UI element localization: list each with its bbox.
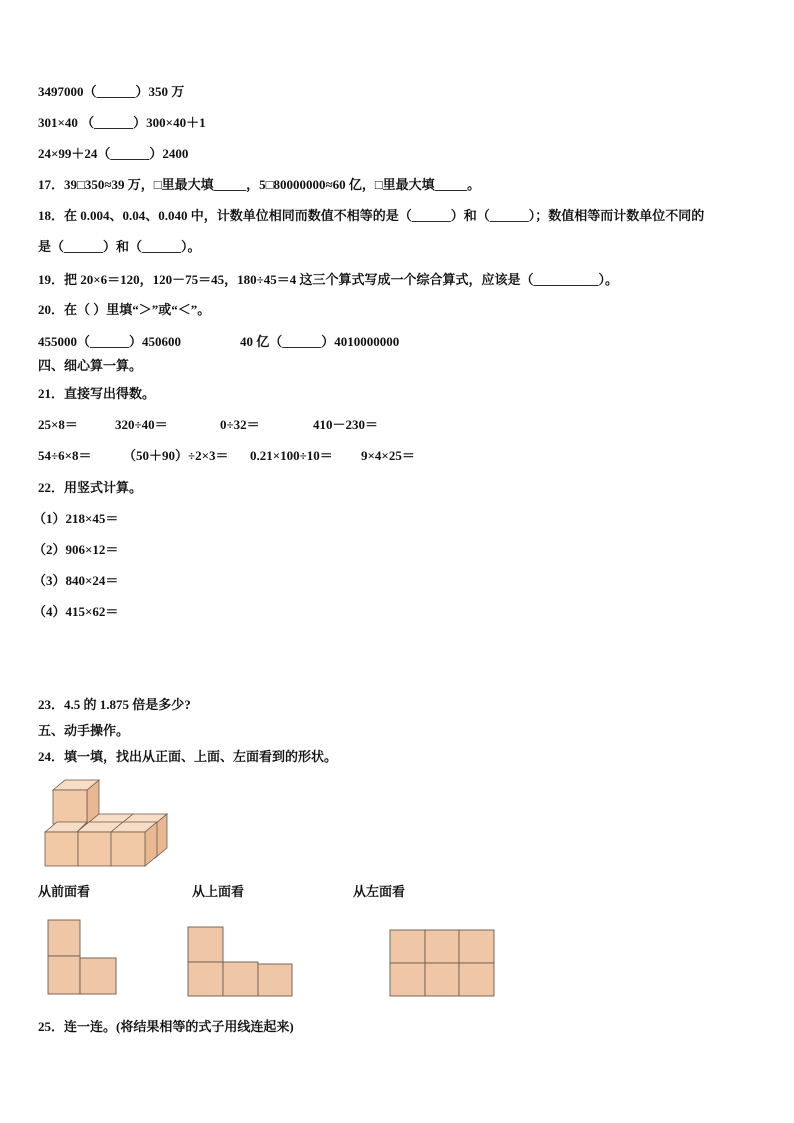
- cube-stack-figure: [40, 778, 175, 870]
- section-5-title: 五、动手操作。: [38, 723, 130, 738]
- question-25: 25．连一连。(将结果相等的式子用线连起来): [38, 1019, 294, 1034]
- compare-line-3: 24×99＋24（______）2400: [38, 146, 189, 161]
- view-shape-b: [187, 926, 295, 998]
- q21-calc: 25×8＝: [38, 417, 78, 432]
- question-21: 21．直接写出得数。: [38, 386, 156, 401]
- q21-calc: 54÷6×8＝: [38, 448, 92, 463]
- question-23: 23．4.5 的 1.875 倍是多少?: [38, 697, 191, 712]
- label-top-view: 从上面看: [192, 884, 245, 899]
- view-shape-a: [47, 919, 119, 997]
- question-22: 22．用竖式计算。: [38, 480, 143, 495]
- q22-item: （1）218×45＝: [33, 511, 119, 526]
- label-front-view: 从前面看: [38, 884, 91, 899]
- q21-calc: 0.21×100÷10＝: [250, 448, 333, 463]
- view-shape-c: [389, 929, 497, 999]
- question-20-item-a: 455000（______）450600: [38, 334, 182, 349]
- question-18-line-1: 18．在 0.004、0.04、0.040 中，计数单位相同而数值不相等的是（______）和（______）；数值相等而计数单位不同的: [38, 208, 705, 223]
- section-4-title: 四、细心算一算。: [38, 358, 143, 373]
- question-18-line-2: 是（______）和（______）。: [38, 239, 201, 254]
- compare-line-1: 3497000（______）350 万: [38, 84, 185, 99]
- question-19: 19．把 20×6＝120，120－75＝45，180÷45＝4 这三个算式写成一个综合算式，应该是（__________）。: [38, 272, 619, 287]
- q22-item: （2）906×12＝: [33, 542, 119, 557]
- q21-calc: 410－230＝: [313, 417, 379, 432]
- q21-calc: 320÷40＝: [115, 417, 168, 432]
- q21-calc: 0÷32＝: [220, 417, 260, 432]
- question-20-item-b: 40 亿（______）4010000000: [240, 334, 400, 349]
- label-left-view: 从左面看: [353, 884, 406, 899]
- q22-item: （4）415×62＝: [33, 604, 119, 619]
- question-17: 17．39□350≈39 万，□里最大填_____，5□80000000≈60 亿，□里最大填_____。: [38, 177, 481, 192]
- q21-calc: 9×4×25＝: [361, 448, 415, 463]
- q21-calc: （50＋90）÷2×3＝: [123, 448, 229, 463]
- compare-line-2: 301×40 （______）300×40＋1: [38, 115, 206, 130]
- question-24: 24．填一填，找出从正面、上面、左面看到的形状。: [38, 749, 338, 764]
- q22-item: （3）840×24＝: [33, 573, 119, 588]
- question-20: 20．在（ ）里填“＞”或“＜”。: [38, 302, 211, 317]
